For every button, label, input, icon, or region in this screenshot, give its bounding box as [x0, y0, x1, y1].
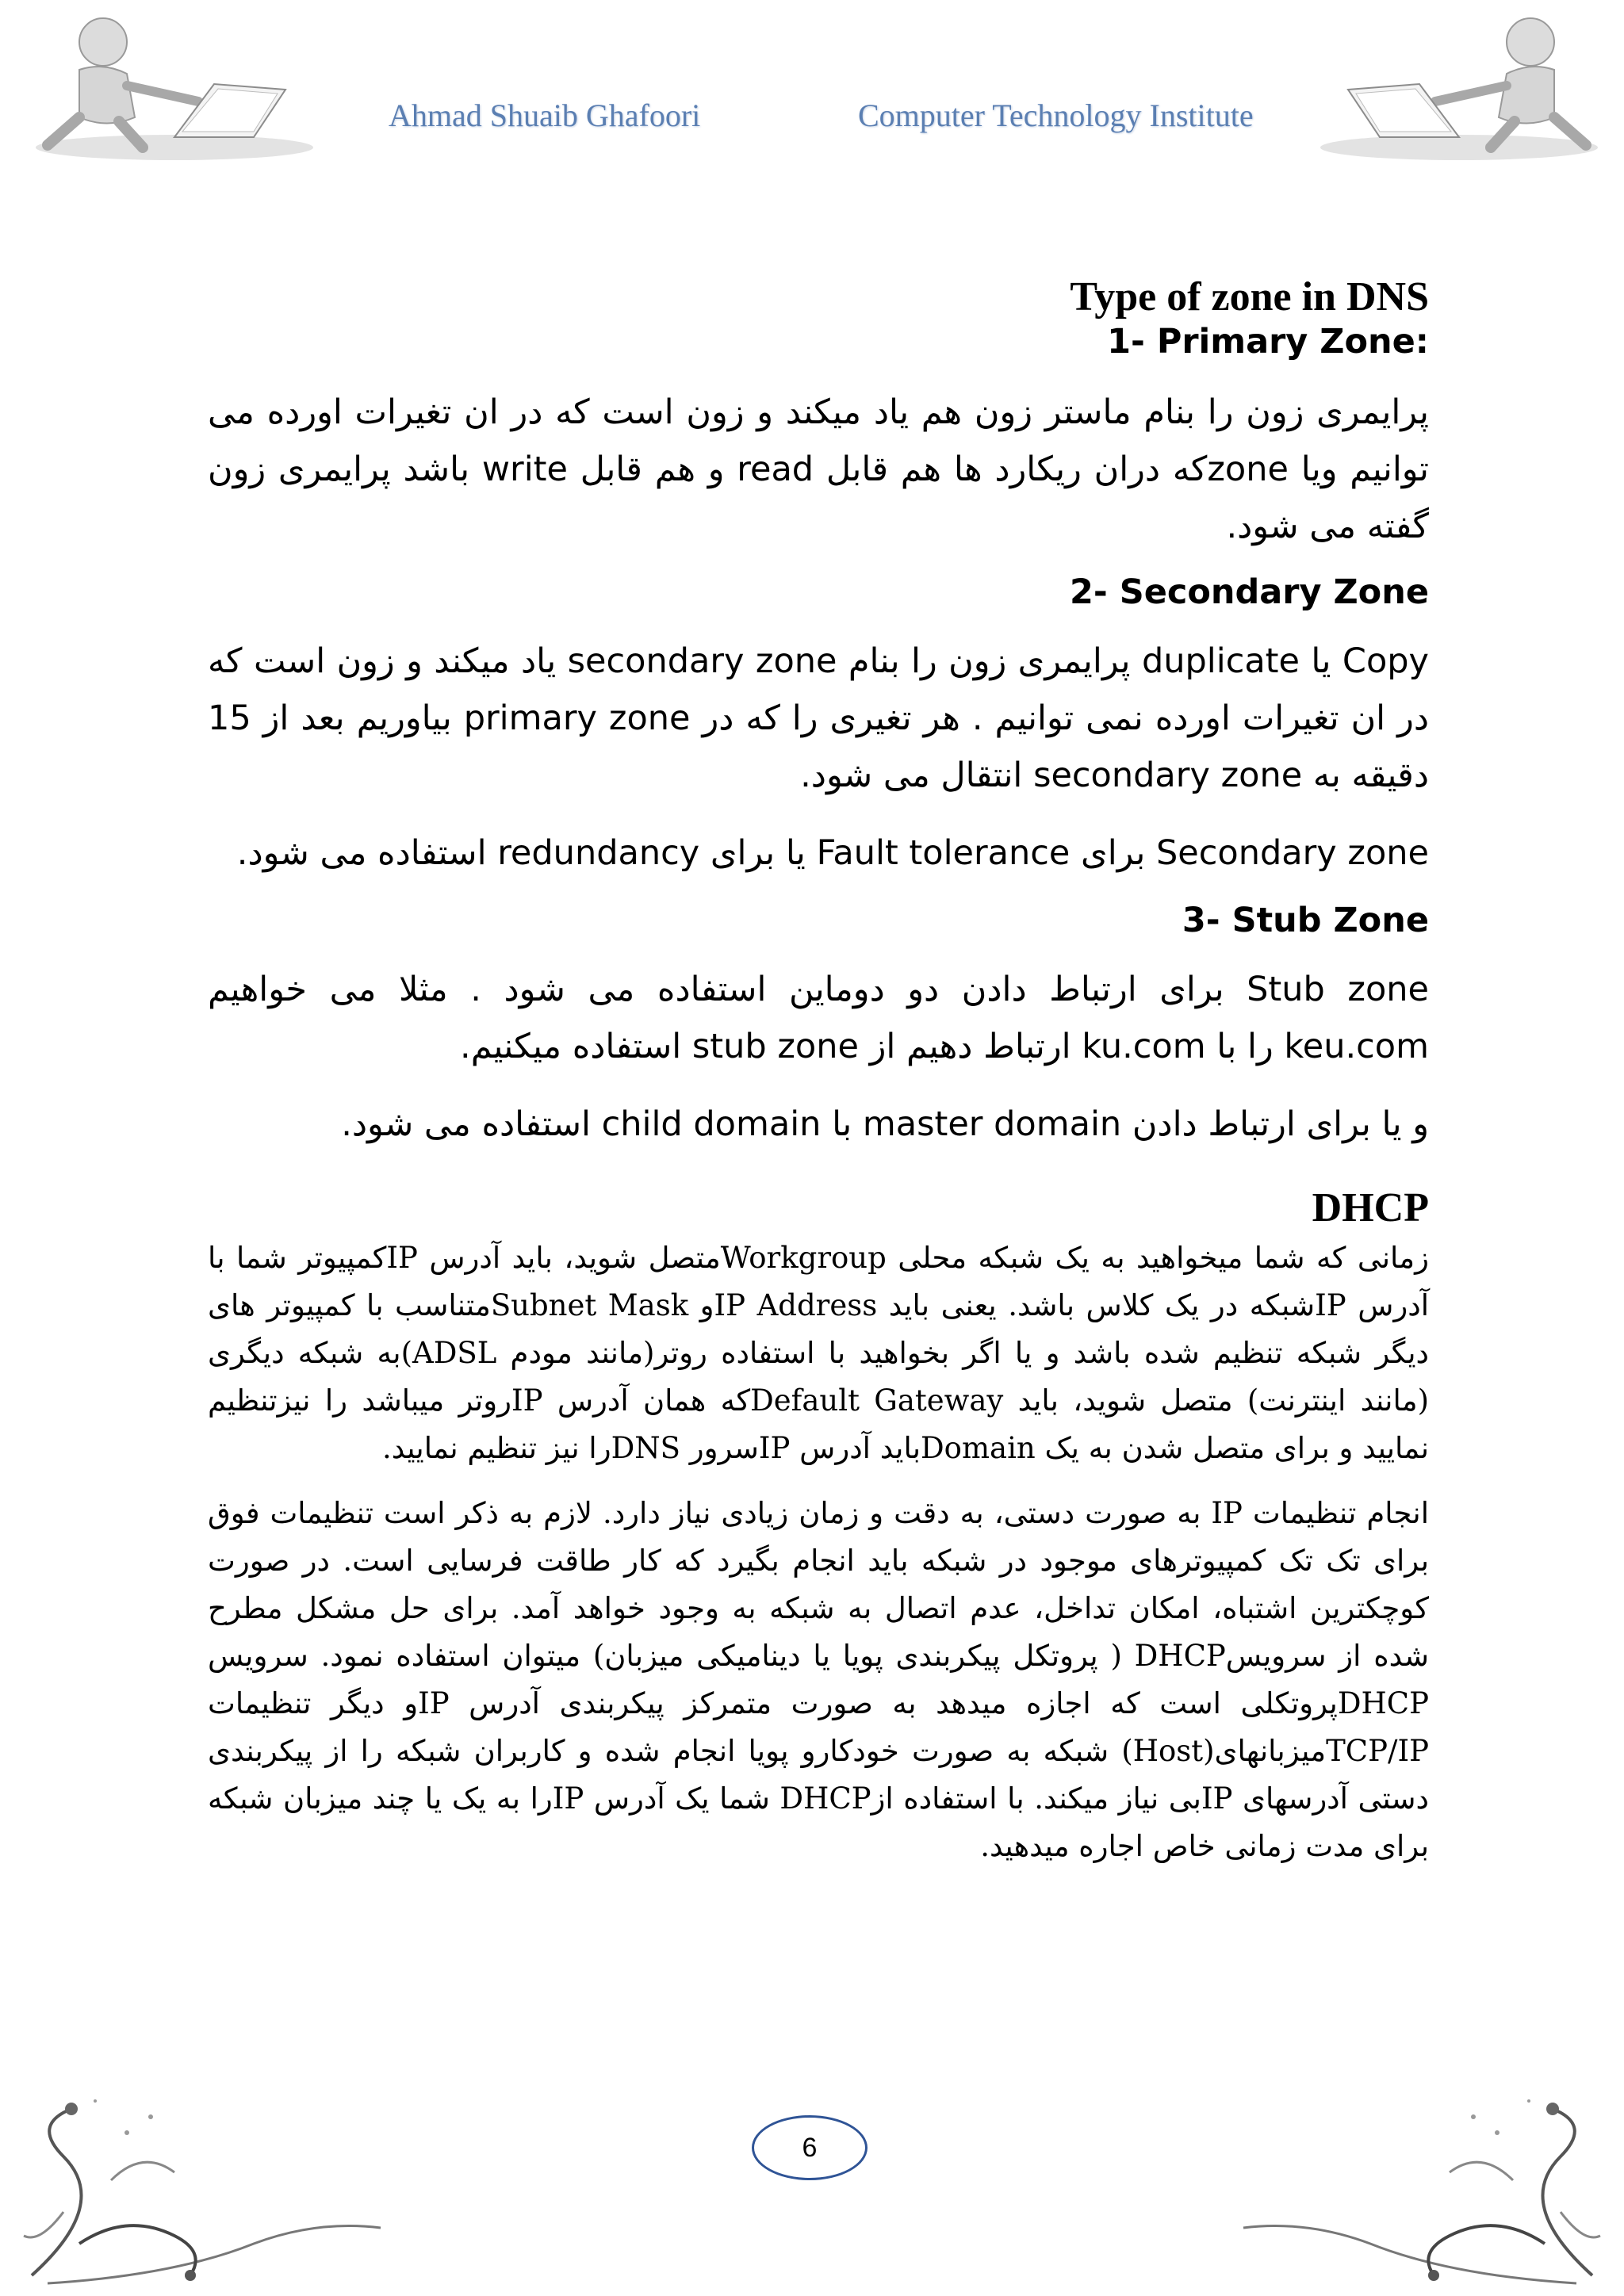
- page-title: Type of zone in DNS: [1070, 274, 1429, 320]
- page-number-text: 6: [802, 2132, 818, 2163]
- section-heading-stub-zone: 3- Stub Zone: [1182, 901, 1429, 940]
- figure-with-laptop-left-icon: [16, 6, 317, 165]
- floral-ornament-left-icon: [16, 2085, 396, 2291]
- paragraph-stub-zone-2: و یا برای ارتباط دادن master domain با child domain استفاده می شود.: [341, 1104, 1429, 1144]
- figure-with-laptop-right-icon: [1316, 6, 1618, 165]
- paragraph-secondary-zone-1: Copy یا duplicate پرایمری زون را بنام secondary zone یاد میکند و زون است که در ان تغیرات اورده نمی توانیم . هر تغیری را که در primary zone بیاوریم بعد از 15 دقیقه به secondary zone انتقال می شود.: [208, 641, 1429, 795]
- floral-ornament-right-icon: [1228, 2085, 1608, 2291]
- page-header: [0, 0, 1624, 190]
- page-number: [752, 2115, 868, 2180]
- section-heading-secondary-zone: 2- Secondary Zone: [1069, 572, 1429, 612]
- paragraph-dhcp-2: انجام تنظیمات IP به صورت دستی، به دقت و زمان زیادی نیاز دارد. لازم به ذکر است تنظیمات فوق برای تک تک کمپیوترهای موجود در شبکه باید انجام بگیرد که کار طاقت فرسایی است. در صورت کوچکترین اشتباه، امکان تداخل، عدم اتصال به شبکه به وجود خواهد آمد. برای حل مشکل مطرح شده از سرویسDHCP ( پروتکل پیکربندی پویا یا دینامیکی میزبان) میتوان استفاده نمود. سرویس DHCPپروتکلی است که اجازه میدهد به صورت متمرکز پیکربندی آدرس IPو دیگر تنظیمات TCP/IPمیزبانهای(Host) شبکه به صورت خودکارو پویا انجام شده و کاربران شبکه را از پیکربندی دستی آدرسهای IPبی نیاز میکند. با استفاده ازDHCP شما یک آدرس IPرا به یک یا چند میزبان شبکه برای مدت زمانی خاص اجاره میدهید.: [208, 1496, 1429, 1863]
- paragraph-stub-zone-1: Stub zone برای ارتباط دادن دو دوماین استفاده می شود . مثلا می خواهیم keu.com را با ku.com ارتباط دهیم از stub zone استفاده میکنیم.: [208, 970, 1429, 1066]
- paragraph-primary-zone: پرایمری زون را بنام ماستر زون هم یاد میکند و زون است که در ان تغیرات اورده می توانیم ویا zoneکه دران ریکارد ها هم قابل read و هم قابل write باشد پرایمری زون گفته می شود.: [208, 392, 1429, 546]
- paragraph-secondary-zone-2: Secondary zone برای Fault tolerance یا برای redundancy استفاده می شود.: [236, 833, 1429, 873]
- section-heading-primary-zone: 1- Primary Zone:: [1107, 322, 1429, 362]
- header-institute: Computer Technology Institute: [858, 98, 1254, 133]
- paragraph-dhcp-1: زمانی که شما میخواهید به یک شبکه محلی Workgroupمتصل شوید، باید آدرس IPکمپیوتر شما با آدرس IPشبکه در یک کلاس باشد. یعنی باید IP Addressو Subnet Maskمتناسب با کمپیوتر های دیگر شبکه تنظیم شده باشد و یا اگر بخواهید با استفاده روتر(مانند مودم ADSL)به شبکه دیگری (مانند اینترنت) متصل شوید، باید Default Gatewayکه همان آدرس IPروتر میباشد را نیزتنظیم نمایید و برای متصل شدن به یک Domainباید آدرس IPسرور DNSرا نیز تنظیم نمایید.: [208, 1241, 1430, 1465]
- main-content: [208, 274, 1429, 1870]
- header-author: Ahmad Shuaib Ghafoori: [389, 98, 701, 133]
- section-heading-dhcp: DHCP: [1312, 1185, 1429, 1230]
